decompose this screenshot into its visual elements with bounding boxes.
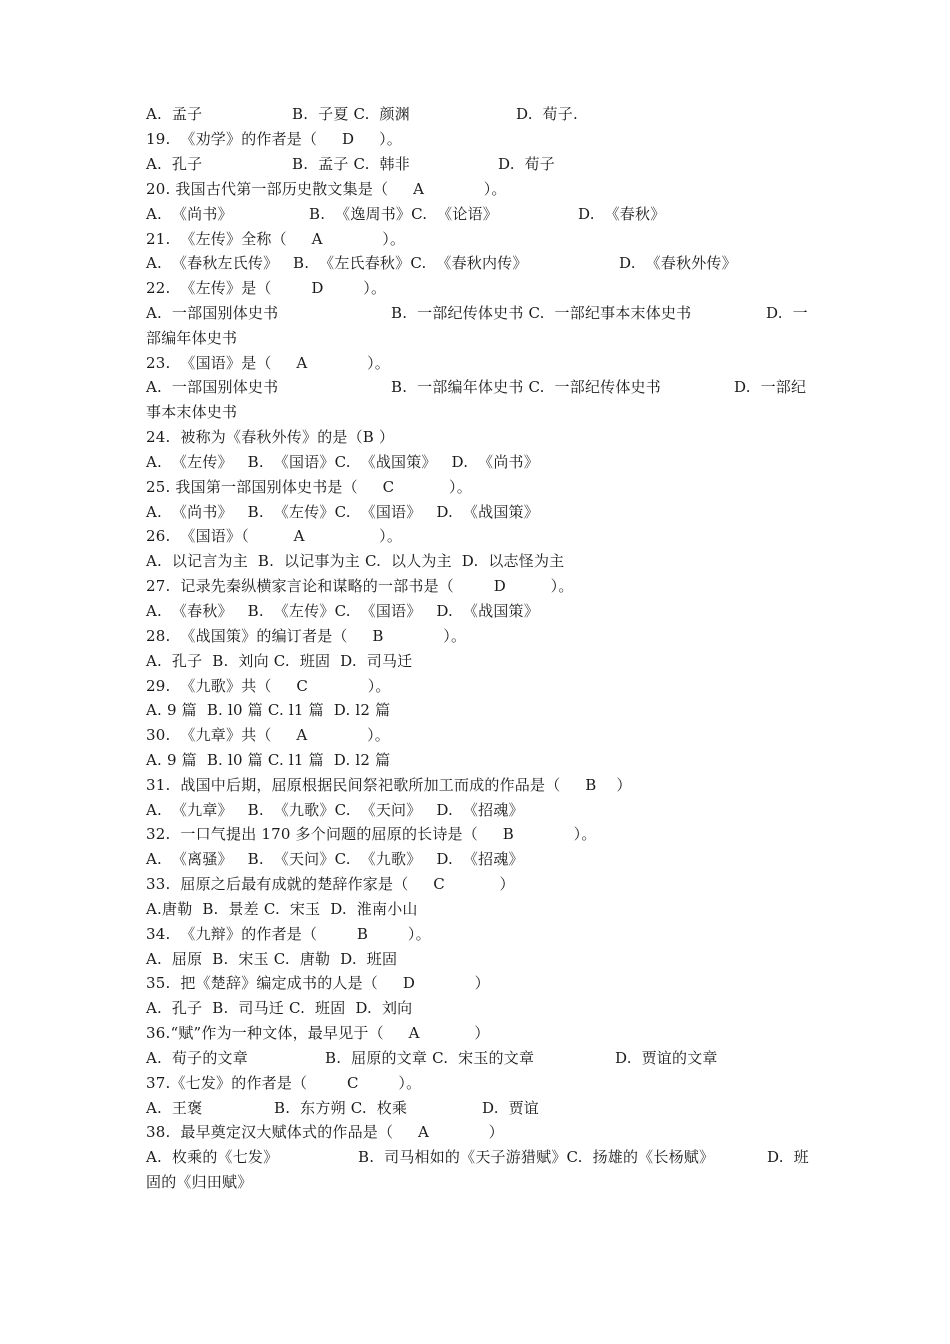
- question-text: 22. 《左传》是（ D ）。: [146, 279, 387, 297]
- question-text: 34. 《九辩》的作者是（ B ）。: [146, 925, 431, 943]
- continuation-text: 固的《归田赋》: [146, 1173, 253, 1191]
- question-text: 33. 屈原之后最有成就的楚辞作家是（ C ）: [146, 875, 515, 893]
- options-text: A. 屈原 B. 宋玉 C. 唐勒 D. 班固: [146, 950, 398, 968]
- question-text: 36.“赋”作为一种文体，最早见于（ A ）: [146, 1024, 490, 1042]
- question-text: 38. 最早奠定汉大赋体式的作品是（ A ）: [146, 1123, 504, 1141]
- question-text: 31. 战国中后期，屈原根据民间祭祀歌所加工而成的作品是（ B ）: [146, 776, 632, 794]
- options-text: A. 9 篇 B. l0 篇 C. l1 篇 D. l2 篇: [146, 701, 391, 719]
- option-d-segment: D. 荀子: [498, 155, 555, 173]
- option-a-segment: A. 荀子的文章: [146, 1049, 248, 1067]
- option-a-segment: A. 一部国别体史书: [146, 378, 279, 396]
- options-text: A. 《左传》 B. 《国语》C. 《战国策》 D. 《尚书》: [146, 453, 539, 471]
- option-bc-segment: B. 一部纪传体史书 C. 一部纪事本末体史书: [391, 304, 692, 322]
- options-text: A. 《尚书》 B. 《左传》C. 《国语》 D. 《战国策》: [146, 503, 539, 521]
- question-text: 29. 《九歌》共（ C ）。: [146, 677, 391, 695]
- option-d-segment: D. 贾谊: [482, 1099, 539, 1117]
- question-text: 19. 《劝学》的作者是（ D ）。: [146, 130, 402, 148]
- option-a-segment: A. 《春秋左氏传》: [146, 254, 279, 272]
- option-bc-segment: B. 司马相如的《天子游猎赋》C. 扬雄的《长杨赋》: [358, 1148, 715, 1166]
- options-text: A. 9 篇 B. l0 篇 C. l1 篇 D. l2 篇: [146, 751, 391, 769]
- question-text: 32. 一口气提出 170 多个问题的屈原的长诗是（ B ）。: [146, 825, 597, 843]
- option-bc-segment: B. 子夏 C. 颜渊: [292, 105, 410, 123]
- options-text: A. 孔子 B. 司马迁 C. 班固 D. 刘向: [146, 999, 413, 1017]
- option-d-segment: D. 一: [766, 304, 808, 322]
- question-text: 21. 《左传》全称（ A ）。: [146, 230, 406, 248]
- question-text: 23. 《国语》是（ A ）。: [146, 354, 390, 372]
- question-text: 25. 我国第一部国别体史书是（ C ）。: [146, 478, 472, 496]
- option-d-segment: D. 贾谊的文章: [615, 1049, 718, 1067]
- question-text: 26. 《国语》（ A ）。: [146, 527, 403, 545]
- options-text: A. 以记言为主 B. 以记事为主 C. 以人为主 D. 以志怪为主: [146, 552, 565, 570]
- question-text: 35. 把《楚辞》编定成书的人是（ D ）: [146, 974, 490, 992]
- option-a-segment: A. 孟子: [146, 105, 203, 123]
- question-text: 24. 被称为《春秋外传》的是（B ）: [146, 428, 395, 446]
- option-a-segment: A. 《尚书》: [146, 205, 233, 223]
- options-text: A. 《离骚》 B. 《天问》C. 《九歌》 D. 《招魂》: [146, 850, 524, 868]
- continuation-text: 事本末体史书: [146, 403, 238, 421]
- option-d-segment: D. 《春秋外传》: [619, 254, 737, 272]
- option-bc-segment: B. 一部编年体史书 C. 一部纪传体史书: [391, 378, 661, 396]
- option-a-segment: A. 枚乘的《七发》: [146, 1148, 279, 1166]
- options-text: A. 孔子 B. 刘向 C. 班固 D. 司马迁: [146, 652, 413, 670]
- option-d-segment: D. 一部纪: [734, 378, 807, 396]
- option-d-segment: D. 《春秋》: [578, 205, 666, 223]
- question-text: 37.《七发》的作者是（ C ）。: [146, 1074, 422, 1092]
- option-bc-segment: B. 《逸周书》C. 《论语》: [309, 205, 498, 223]
- option-d-segment: D. 荀子.: [516, 105, 578, 123]
- options-text: A. 《九章》 B. 《九歌》C. 《天问》 D. 《招魂》: [146, 801, 524, 819]
- option-a-segment: A. 一部国别体史书: [146, 304, 279, 322]
- continuation-text: 部编年体史书: [146, 329, 238, 347]
- option-bc-segment: B. 东方朔 C. 枚乘: [274, 1099, 408, 1117]
- option-d-segment: D. 班: [767, 1148, 809, 1166]
- options-text: A.唐勒 B. 景差 C. 宋玉 D. 淮南小山: [146, 900, 418, 918]
- question-text: 30. 《九章》共（ A ）。: [146, 726, 390, 744]
- option-a-segment: A. 孔子: [146, 155, 203, 173]
- question-text: 20. 我国古代第一部历史散文集是（ A ）。: [146, 180, 507, 198]
- option-a-segment: A. 王褒: [146, 1099, 203, 1117]
- option-bc-segment: B. 孟子 C. 韩非: [292, 155, 410, 173]
- option-bc-segment: B. 《左氏春秋》C. 《春秋内传》: [293, 254, 528, 272]
- options-text: A. 《春秋》 B. 《左传》C. 《国语》 D. 《战国策》: [146, 602, 539, 620]
- option-bc-segment: B. 屈原的文章 C. 宋玉的文章: [325, 1049, 535, 1067]
- question-text: 27. 记录先秦纵横家言论和谋略的一部书是（ D ）。: [146, 577, 574, 595]
- question-text: 28. 《战国策》的编订者是（ B ）。: [146, 627, 467, 645]
